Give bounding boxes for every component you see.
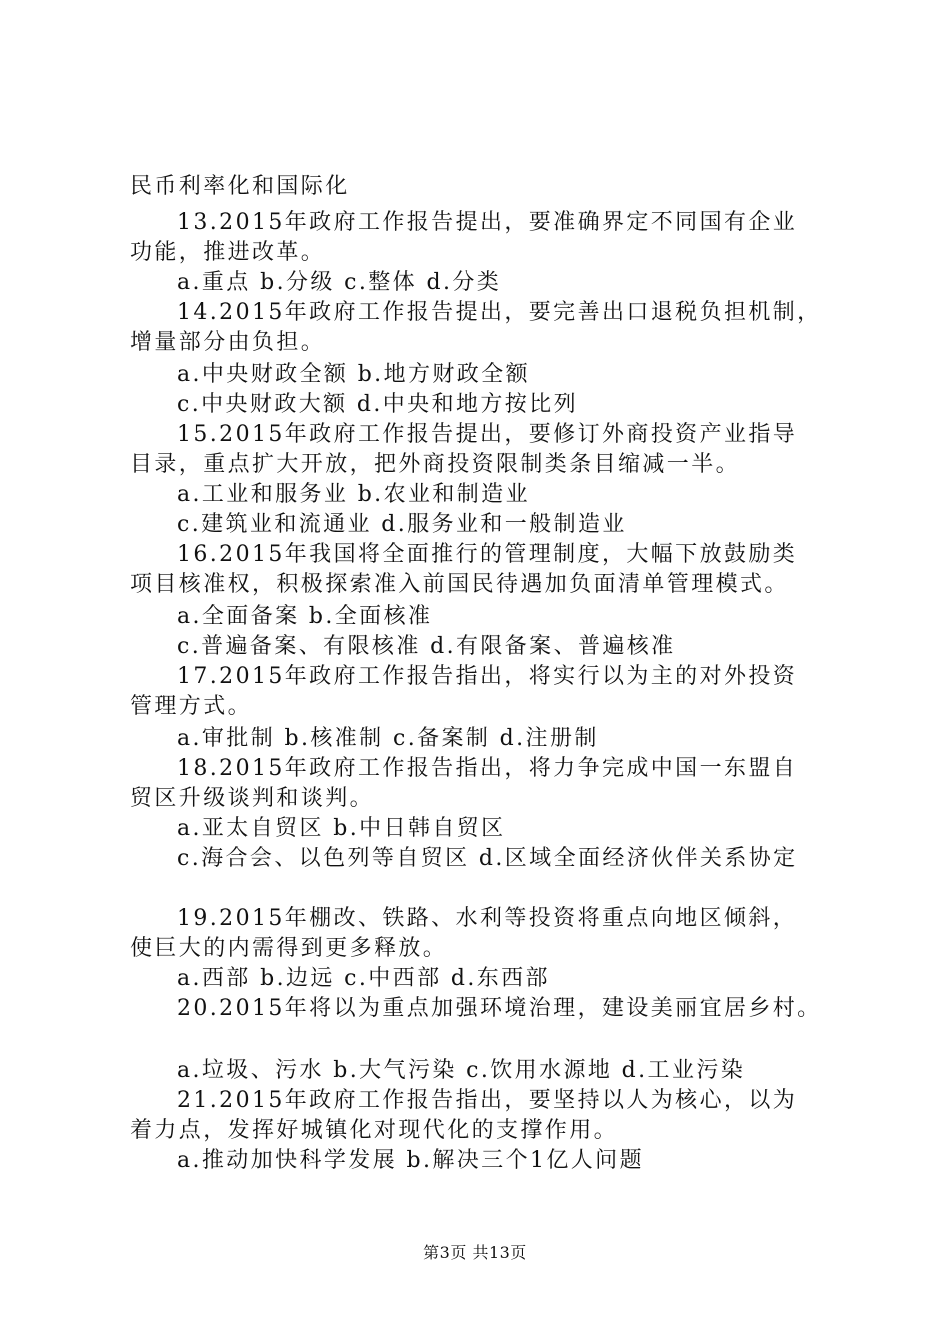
question-13: 13.2015年政府工作报告提出，要准确界定不同国有企业 (177, 210, 798, 235)
options-17: a.审批制 b.核准制 c.备案制 d.注册制 (177, 726, 599, 751)
options-14: a.中央财政全额 b.地方财政全额 (177, 362, 530, 387)
text-line: 管理方式。 (130, 694, 253, 719)
text-line: 民币利率化和国际化 (130, 174, 350, 199)
question-14: 14.2015年政府工作报告提出，要完善出口退税负担机制， (177, 300, 822, 325)
options-19: a.西部 b.边远 c.中西部 d.东西部 (177, 966, 550, 991)
options-15: c.建筑业和流通业 d.服务业和一般制造业 (177, 512, 627, 537)
options-18: a.亚太自贸区 b.中日韩自贸区 (177, 816, 506, 841)
options-16: a.全面备案 b.全面核准 (177, 604, 433, 629)
text-line: 项目核准权，积极探索准入前国民待遇加负面清单管理模式。 (130, 572, 789, 597)
page-number: 第3页 共13页 (423, 1243, 527, 1262)
options-21: a.推动加快科学发展 b.解决三个1亿人问题 (177, 1148, 644, 1173)
options-18: c.海合会、以色列等自贸区 d.区域全面经济伙伴关系协定 (177, 846, 798, 871)
question-20: 20.2015年将以为重点加强环境治理，建设美丽宜居乡村。 (177, 996, 822, 1021)
text-line: 着力点，发挥好城镇化对现代化的支撑作用。 (130, 1118, 619, 1143)
options-13: a.重点 b.分级 c.整体 d.分类 (177, 270, 502, 295)
options-15: a.工业和服务业 b.农业和制造业 (177, 482, 530, 507)
text-line: 目录，重点扩大开放，把外商投资限制类条目缩减一半。 (130, 452, 741, 477)
question-17: 17.2015年政府工作报告指出，将实行以为主的对外投资 (177, 664, 798, 689)
options-14: c.中央财政大额 d.中央和地方按比列 (177, 392, 578, 417)
text-line: 功能，推进改革。 (130, 240, 326, 265)
text-line: 贸区升级谈判和谈判。 (130, 786, 375, 811)
question-19: 19.2015年棚改、铁路、水利等投资将重点向地区倾斜， (177, 906, 798, 931)
text-line: 增量部分由负担。 (130, 330, 326, 355)
text-line: 使巨大的内需得到更多释放。 (130, 936, 448, 961)
question-21: 21.2015年政府工作报告指出，要坚持以人为核心，以为 (177, 1088, 798, 1113)
options-20: a.垃圾、污水 b.大气污染 c.饮用水源地 d.工业污染 (177, 1058, 746, 1083)
options-16: c.普遍备案、有限核准 d.有限备案、普遍核准 (177, 634, 676, 659)
question-16: 16.2015年我国将全面推行的管理制度，大幅下放鼓励类 (177, 542, 798, 567)
question-18: 18.2015年政府工作报告指出，将力争完成中国一东盟自 (177, 756, 798, 781)
question-15: 15.2015年政府工作报告提出，要修订外商投资产业指导 (177, 422, 798, 447)
